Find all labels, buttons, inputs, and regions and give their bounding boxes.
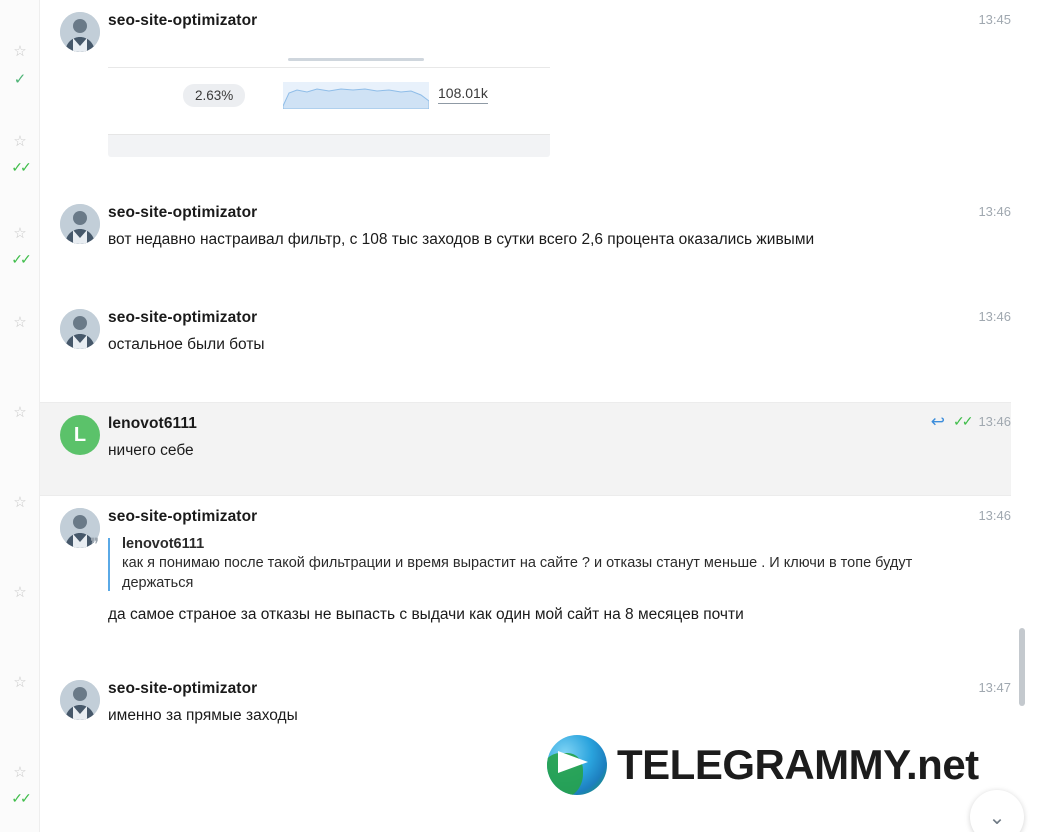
avatar[interactable]	[60, 680, 100, 720]
card-topbar-segment	[288, 58, 424, 61]
message-time: 13:46	[978, 508, 1011, 523]
avatar[interactable]	[60, 204, 100, 244]
double-check-icon: ✓✓	[11, 251, 29, 267]
message-time: 13:45	[978, 12, 1011, 27]
message-text: ничего себе	[108, 442, 194, 459]
message-text: да самое страное за отказы не выпасть с выдачи как один мой сайт на 8 месяцев почти	[108, 606, 744, 623]
message-author[interactable]: seo-site-optimizator	[108, 204, 258, 221]
message-author[interactable]: seo-site-optimizator	[108, 680, 258, 697]
star-icon[interactable]: ☆	[13, 404, 27, 421]
star-icon[interactable]: ☆	[13, 43, 27, 60]
double-check-icon: ✓✓	[952, 413, 971, 429]
left-gutter	[0, 0, 40, 832]
message-time: 13:46	[978, 414, 1011, 429]
scrollbar-thumb[interactable]	[1019, 628, 1025, 706]
message-item[interactable]	[40, 668, 1011, 768]
star-icon[interactable]: ☆	[13, 764, 27, 781]
message-time: 13:46	[978, 309, 1011, 324]
message-item[interactable]	[40, 192, 1011, 297]
avatar[interactable]	[60, 309, 100, 349]
message-text: вот недавно настраивал фильтр, с 108 тыс заходов в сутки всего 2,6 процента оказались живыми	[108, 231, 815, 248]
message-author[interactable]: seo-site-optimizator	[108, 12, 258, 29]
quoted-text: как я понимаю после такой фильтрации и время вырастит на сайте ? и отказы станут меньше . И ключи в топе будут держаться	[122, 555, 913, 591]
message-author[interactable]: seo-site-optimizator	[108, 309, 258, 326]
quote-icon: ❞	[90, 535, 100, 554]
star-icon[interactable]: ☆	[13, 314, 27, 331]
quoted-author: lenovot6111	[122, 536, 205, 552]
check-icon: ✓	[13, 71, 27, 88]
watermark-text: TELEGRAMMY.net	[617, 741, 979, 788]
double-check-icon: ✓✓	[11, 790, 29, 806]
chevron-down-icon: ⌄	[988, 806, 1006, 829]
message-time: 13:46	[978, 204, 1011, 219]
message-meta	[931, 413, 1011, 430]
message-item[interactable]	[40, 0, 1011, 192]
reply-arrow-icon[interactable]: ↩	[930, 412, 945, 431]
star-icon[interactable]: ☆	[13, 584, 27, 601]
scrollbar-track[interactable]	[1019, 0, 1025, 832]
message-item[interactable]	[40, 496, 1011, 668]
message-list	[40, 0, 1011, 832]
star-icon[interactable]: ☆	[13, 494, 27, 511]
card-inner	[108, 40, 550, 135]
message-author[interactable]: seo-site-optimizator	[108, 508, 258, 525]
star-icon[interactable]: ☆	[13, 133, 27, 150]
message-text: именно за прямые заходы	[108, 707, 298, 724]
avatar[interactable]	[60, 12, 100, 52]
message-item-selected[interactable]	[40, 403, 1011, 495]
message-item[interactable]	[40, 297, 1011, 402]
visits-metric: 108.01k	[438, 85, 488, 104]
double-check-icon: ✓✓	[11, 159, 29, 175]
star-icon[interactable]: ☆	[13, 674, 27, 691]
sparkline-chart-icon	[283, 82, 429, 109]
message-text: остальное были боты	[108, 336, 265, 353]
bounce-rate-pill: 2.63%	[183, 84, 245, 107]
quoted-message[interactable]	[90, 535, 991, 593]
card-topbar	[108, 40, 550, 68]
message-time: 13:47	[978, 680, 1011, 695]
message-author[interactable]: lenovot6111	[108, 415, 197, 432]
right-gutter	[1011, 0, 1051, 832]
star-icon[interactable]: ☆	[13, 225, 27, 242]
avatar[interactable]: L	[60, 415, 100, 455]
analytics-image-card[interactable]	[108, 40, 550, 157]
